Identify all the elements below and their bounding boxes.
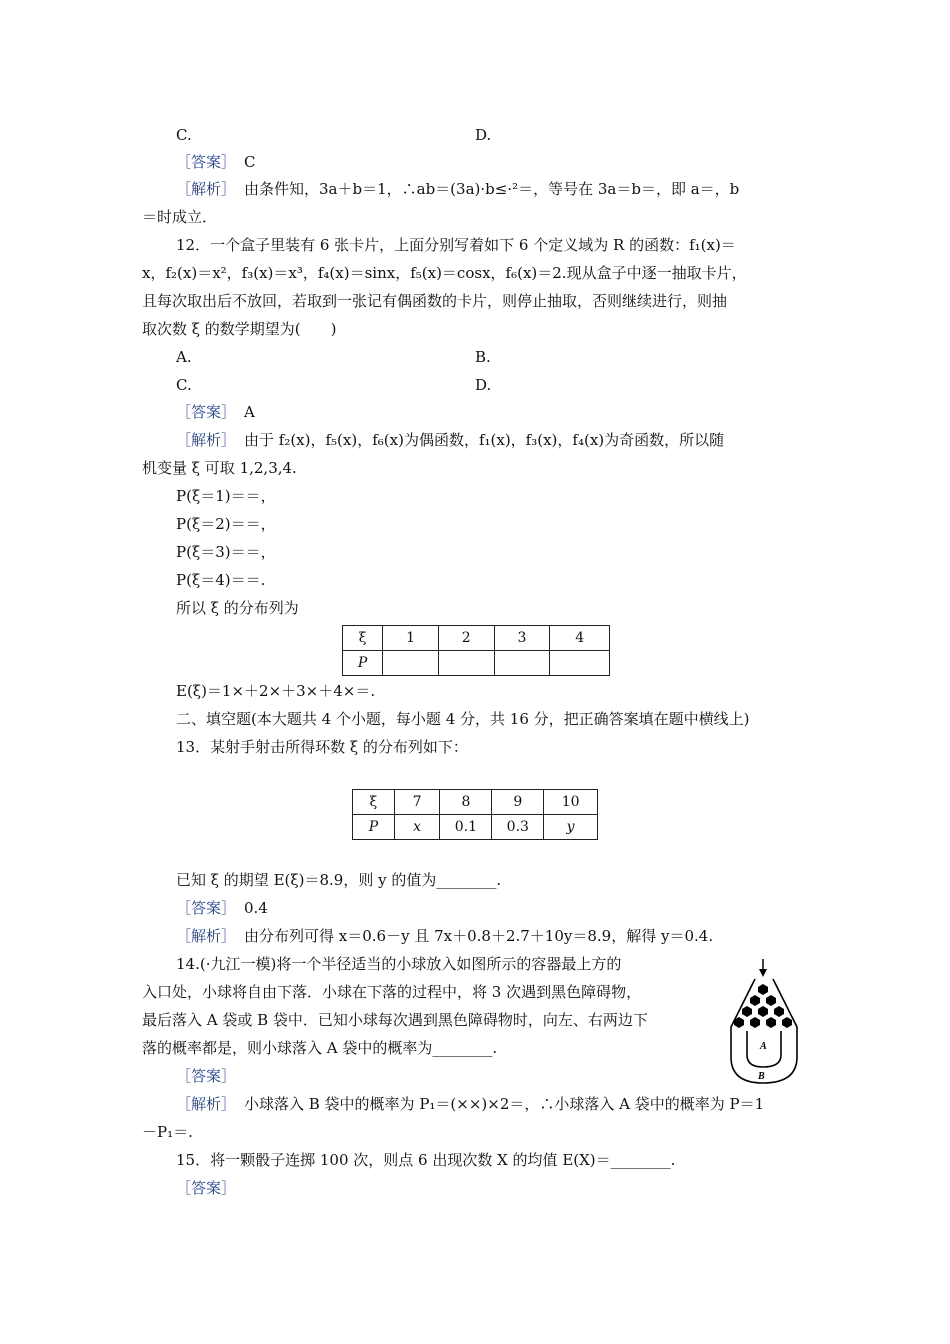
option-c: C. <box>176 126 192 144</box>
analysis-tag: ［解析］ <box>176 431 237 449</box>
answer-tag: ［答案］ <box>176 403 237 421</box>
table-cell <box>383 651 439 676</box>
option-c: C. <box>176 376 192 394</box>
prob-line-4: P(ξ＝4)＝＝. <box>176 571 266 589</box>
question-15: 15．将一颗骰子连掷 100 次，则点 6 出现次数 X 的均值 E(X)＝________. <box>176 1151 676 1169</box>
answer-value: C <box>244 153 256 171</box>
analysis-tag: ［解析］ <box>176 180 237 198</box>
question-12-line2: x，f₂(x)＝x²，f₃(x)＝x³，f₄(x)＝sinx，f₅(x)＝cosx，f₆(x)＝2.现从盒子中逐一抽取卡片， <box>142 264 747 282</box>
analysis-tag: ［解析］ <box>176 1095 237 1113</box>
analysis-text: 由于 f₂(x)，f₅(x)，f₆(x)为偶函数，f₁(x)，f₃(x)，f₄(x)为奇函数，所以随 <box>244 431 725 449</box>
answer-tag: ［答案］ <box>176 899 237 917</box>
question-12-line3: 且每次取出后不放回，若取到一张记有偶函数的卡片，则停止抽取，否则继续进行，则抽 <box>142 292 728 310</box>
table-cell: 4 <box>550 626 610 651</box>
analysis-text-cont: －P₁＝. <box>142 1123 193 1141</box>
table-cell: y <box>544 815 598 840</box>
table-cell: 8 <box>440 790 492 815</box>
question-14: 14.(·九江一模)将一个半径适当的小球放入如图所示的容器最上方的 <box>176 955 622 973</box>
section-heading: 二、填空题(本大题共 4 个小题，每小题 4 分，共 16 分，把正确答案填在题中横线上) <box>176 710 750 728</box>
table-row <box>353 790 598 815</box>
option-b: B. <box>475 348 491 366</box>
table-cell: 2 <box>438 626 494 651</box>
table-cell: 3 <box>494 626 550 651</box>
prob-line-2: P(ξ＝2)＝＝， <box>176 515 276 533</box>
analysis-text-cont: ＝时成立． <box>142 208 218 226</box>
table-cell: ξ <box>353 790 395 815</box>
distribution-intro: 所以 ξ 的分布列为 <box>176 599 299 617</box>
bag-b-label: B <box>758 1071 765 1082</box>
question-12: 12．一个盒子里装有 6 张卡片，上面分别写着如下 6 个定义域为 R 的函数：f₁(x)＝ <box>176 236 736 254</box>
table-cell: x <box>394 815 440 840</box>
table-row <box>343 626 610 651</box>
question-13-ask: 已知 ξ 的期望 E(ξ)＝8.9，则 y 的值为________. <box>176 871 502 889</box>
table-cell: P <box>343 651 383 676</box>
table-cell: 0.3 <box>492 815 544 840</box>
option-d: D. <box>475 376 492 394</box>
table-row <box>343 651 610 676</box>
question-12-line4: 取次数 ξ 的数学期望为( ) <box>142 320 337 338</box>
answer-value: 0.4 <box>244 899 268 917</box>
answer-value: A <box>244 403 255 421</box>
analysis-text: 由分布列可得 x＝0.6－y 且 7x＋0.8＋2.7＋10y＝8.9，解得 y＝0.4. <box>244 927 714 945</box>
prob-line-3: P(ξ＝3)＝＝， <box>176 543 276 561</box>
bag-a-label: A <box>760 1041 767 1052</box>
answer-tag: ［答案］ <box>176 153 237 171</box>
expectation-line: E(ξ)＝1×＋2×＋3×＋4×＝. <box>176 682 376 700</box>
table-cell: 7 <box>394 790 440 815</box>
table-cell: P <box>353 815 395 840</box>
question-14-line4: 落的概率都是，则小球落入 A 袋中的概率为________. <box>142 1039 498 1057</box>
answer-tag: ［答案］ <box>176 1179 237 1197</box>
table-cell <box>438 651 494 676</box>
distribution-table-2 <box>352 789 598 840</box>
table-cell: 1 <box>383 626 439 651</box>
question-14-line3: 最后落入 A 袋或 B 袋中．已知小球每次遇到黑色障碍物时，向左、右两边下 <box>142 1011 648 1029</box>
analysis-text: 小球落入 B 袋中的概率为 P₁＝(××)×2＝，∴小球落入 A 袋中的概率为 P＝1 <box>244 1095 765 1113</box>
table-cell: ξ <box>343 626 383 651</box>
option-a: A. <box>176 348 192 366</box>
table-row <box>353 815 598 840</box>
analysis-tag: ［解析］ <box>176 927 237 945</box>
table-cell: 9 <box>492 790 544 815</box>
container-figure <box>722 957 808 1087</box>
table-cell <box>494 651 550 676</box>
prob-line-1: P(ξ＝1)＝＝， <box>176 487 276 505</box>
analysis-text-cont: 机变量 ξ 可取 1,2,3,4. <box>142 459 297 477</box>
question-14-line2: 入口处，小球将自由下落．小球在下落的过程中，将 3 次遇到黑色障碍物， <box>142 983 642 1001</box>
distribution-table-1 <box>342 625 610 676</box>
question-13: 13．某射手射击所得环数 ξ 的分布列如下： <box>176 738 468 756</box>
answer-tag: ［答案］ <box>176 1067 237 1085</box>
table-cell <box>550 651 610 676</box>
analysis-text: 由条件知，3a＋b＝1，∴ab＝(3a)·b≤·²＝，等号在 3a＝b＝，即 a＝，b <box>244 180 740 198</box>
option-d: D. <box>475 126 492 144</box>
table-cell: 10 <box>544 790 598 815</box>
table-cell: 0.1 <box>440 815 492 840</box>
